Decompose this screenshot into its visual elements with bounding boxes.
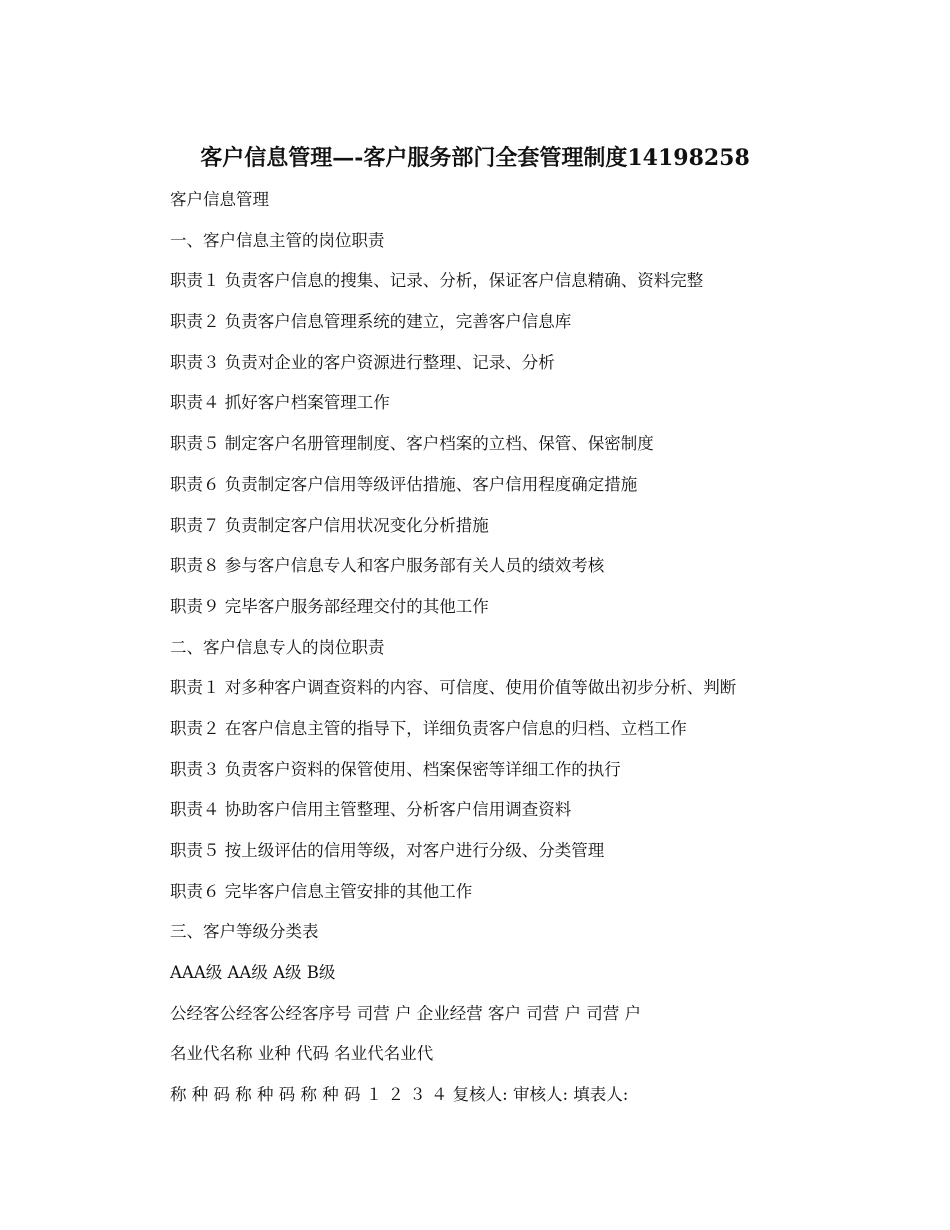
duty-line: 职责６ 负责制定客户信用等级评估措施、客户信用程度确定措施	[170, 474, 638, 494]
table-text-line: 称 种 码 称 种 码 称 种 码 １ ２ ３ ４ 复核人: 审核人: 填表人:	[170, 1085, 629, 1105]
duty-line: 职责２ 在客户信息主管的指导下，详细负责客户信息的归档、立档工作	[170, 718, 687, 738]
duty-line: 职责４ 抓好客户档案管理工作	[170, 393, 390, 413]
table-text-line: 公经客公经客公经客序号 司营 户 企业经营 客户 司营 户 司营 户	[170, 1003, 641, 1023]
document-body	[170, 184, 890, 1120]
duty-line: 职责１ 对多种客户调查资料的内容、可信度、使用价值等做出初步分析、判断	[170, 678, 737, 698]
duty-line: 职责５ 按上级评估的信用等级，对客户进行分级、分类管理	[170, 841, 605, 860]
duty-line: 职责６ 完毕客户信息主管安排的其他工作	[170, 881, 473, 901]
duty-line: 职责３ 负责对企业的客户资源进行整理、记录、分析	[170, 352, 555, 372]
duty-line: 职责４ 协助客户信用主管整理、分析客户信用调查资料	[170, 800, 572, 820]
section-heading: 一、客户信息主管的岗位职责	[170, 230, 385, 250]
document-title: 客户信息管理—-客户服务部门全套管理制度14198258	[200, 145, 750, 171]
table-text-line: AAA级 AA级 A级 B级	[170, 963, 336, 983]
duty-line: 职责８ 参与客户信息专人和客户服务部有关人员的绩效考核	[170, 556, 605, 576]
section-heading: 二、客户信息专人的岗位职责	[170, 637, 385, 657]
section-heading: 三、客户等级分类表	[170, 922, 319, 942]
duty-line: 职责１ 负责客户信息的搜集、记录、分析，保证客户信息精确、资料完整	[170, 271, 704, 291]
duty-line: 职责７ 负责制定客户信用状况变化分析措施	[170, 515, 489, 535]
table-text-line: 名业代名称 业种 代码 名业代名业代	[170, 1044, 434, 1064]
duty-line: 职责５ 制定客户名册管理制度、客户档案的立档、保管、保密制度	[170, 434, 654, 454]
duty-line: 职责２ 负责客户信息管理系统的建立，完善客户信息库	[170, 312, 572, 332]
section-heading: 客户信息管理	[170, 190, 269, 209]
duty-line: 职责３ 负责客户资料的保管使用、档案保密等详细工作的执行	[170, 759, 621, 779]
duty-line: 职责９ 完毕客户服务部经理交付的其他工作	[170, 596, 489, 616]
